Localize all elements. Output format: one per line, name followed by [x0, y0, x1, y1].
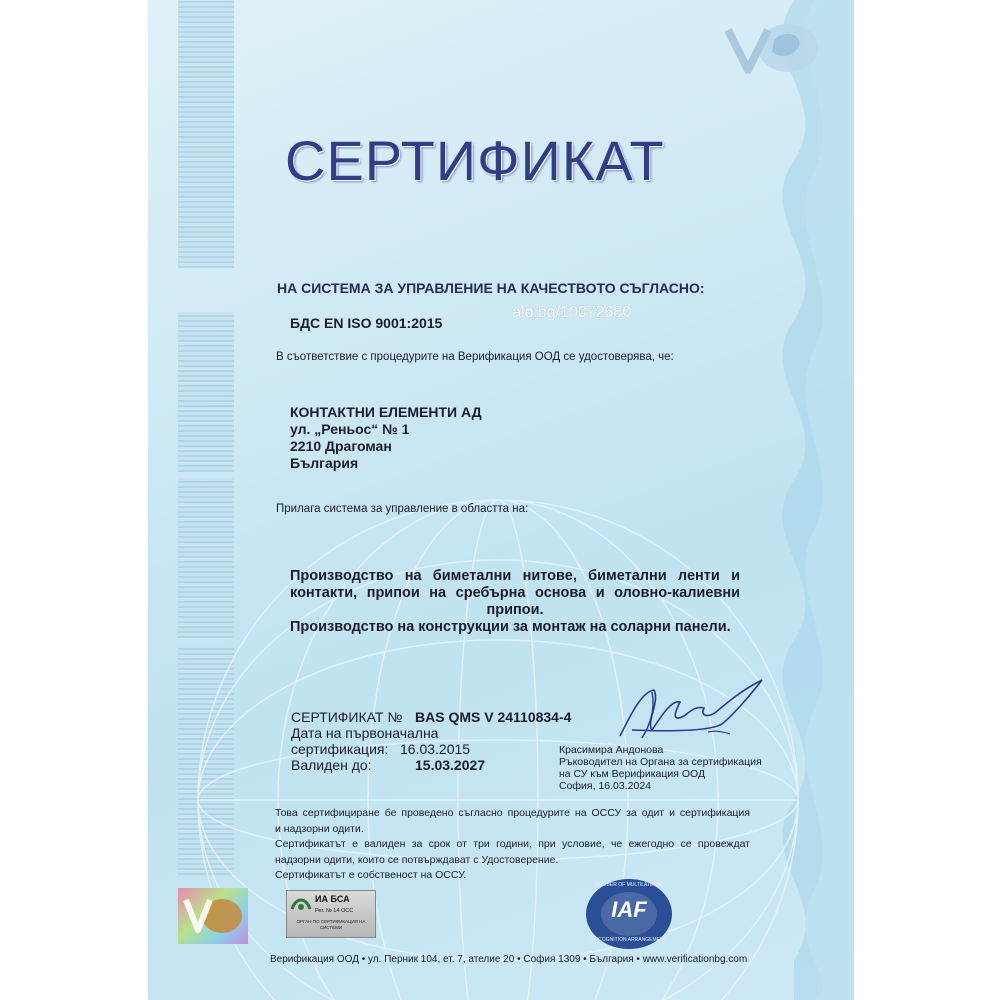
scope-block [290, 568, 740, 636]
decorative-stripe [178, 0, 234, 268]
signatory-place-date: София, 16.03.2024 [559, 780, 651, 792]
signature-graphic [612, 672, 772, 750]
signatory-role: Ръководител на Органа за сертификация [559, 756, 762, 768]
notes-block [275, 806, 750, 884]
note-line: и надзорни одити. [275, 822, 364, 835]
certificate-number-value: BAS QMS V 24110834-4 [415, 709, 572, 725]
company-name: КОНТАКТНИ ЕЛЕМЕНТИ АД [290, 404, 482, 420]
certificate-title: СЕРТИФИКАТ [285, 129, 665, 192]
signatory-role-2: на СУ към Верификация ООД [559, 768, 706, 780]
note-line: Сертификатът е собственост на ОССУ. [275, 869, 467, 881]
company-street: ул. „Реньос“ № 1 [290, 421, 410, 437]
system-heading: НА СИСТЕМА ЗА УПРАВЛЕНИЕ НА КАЧЕСТВОТО СЪГЛАСНО: [277, 280, 705, 296]
iaf-text: IAF [611, 897, 647, 922]
ia-bsa-reg: Рег. № 14 ОСС [315, 908, 354, 914]
verification-logo-icon [722, 20, 826, 78]
signatory-name: Красимира Андонова [559, 744, 664, 756]
ia-bsa-icon [290, 895, 312, 913]
certificate-number-label: СЕРТИФИКАТ № [291, 709, 403, 725]
iaf-ring-top: MEMBER OF MULTILATERAL [594, 882, 664, 888]
applies-text: Прилага система за управление в областта на: [276, 503, 529, 515]
intro-text: В съответствие с процедурите на Верификация ООД се удостоверява, че: [276, 351, 674, 363]
valid-until-value: 15.03.2027 [415, 757, 486, 773]
iaf-ring-bottom: RECOGNITION ARRANGEMENT [591, 937, 667, 943]
scope-line-2: Производство на конструкции за монтаж на соларни панели. [290, 619, 731, 635]
standard-label: БДС EN ISO 9001:2015 [290, 315, 443, 331]
note-line: Това сертифициране бе проведено съгласно процедурите на ОССУ за одит и сертификация [275, 807, 750, 819]
initial-date-label: Дата на първоначална [291, 725, 439, 741]
initial-date-label-2: сертификация: [291, 741, 389, 757]
ia-bsa-badge [286, 890, 376, 938]
company-country: България [290, 455, 359, 471]
valid-until-label: Валиден до: [291, 757, 372, 773]
note-line: надзорни одити, които се потвърждават с Удостоверение. [275, 853, 559, 866]
company-city: 2210 Драгоман [290, 438, 392, 454]
footer-address: Верификация ООД • ул. Перник 104, ет. 7, ателие 20 • София 1309 • България • www.verificationbg.com [270, 954, 748, 965]
ia-bsa-title: ИА БСА [315, 894, 350, 904]
watermark-text: alo.bg/10072680 [512, 304, 632, 321]
note-line: Сертификатът е валиден за срок от три години, при условие, че ежегодно се провеждат [275, 838, 750, 850]
initial-date-value: 16.03.2015 [400, 741, 471, 757]
ia-bsa-sub: ОРГАН ПО СЕРТИФИКАЦИЯ НА СИСТЕМИ [296, 919, 366, 930]
hologram-logo-icon [178, 888, 248, 944]
decorative-stripe [178, 312, 234, 472]
hologram-logo [178, 888, 248, 944]
scope-line-1: Производство на биметални нитове, биметални ленти и контакти, припои на сребърна основа и оловно-калиевни припои. [290, 568, 740, 618]
